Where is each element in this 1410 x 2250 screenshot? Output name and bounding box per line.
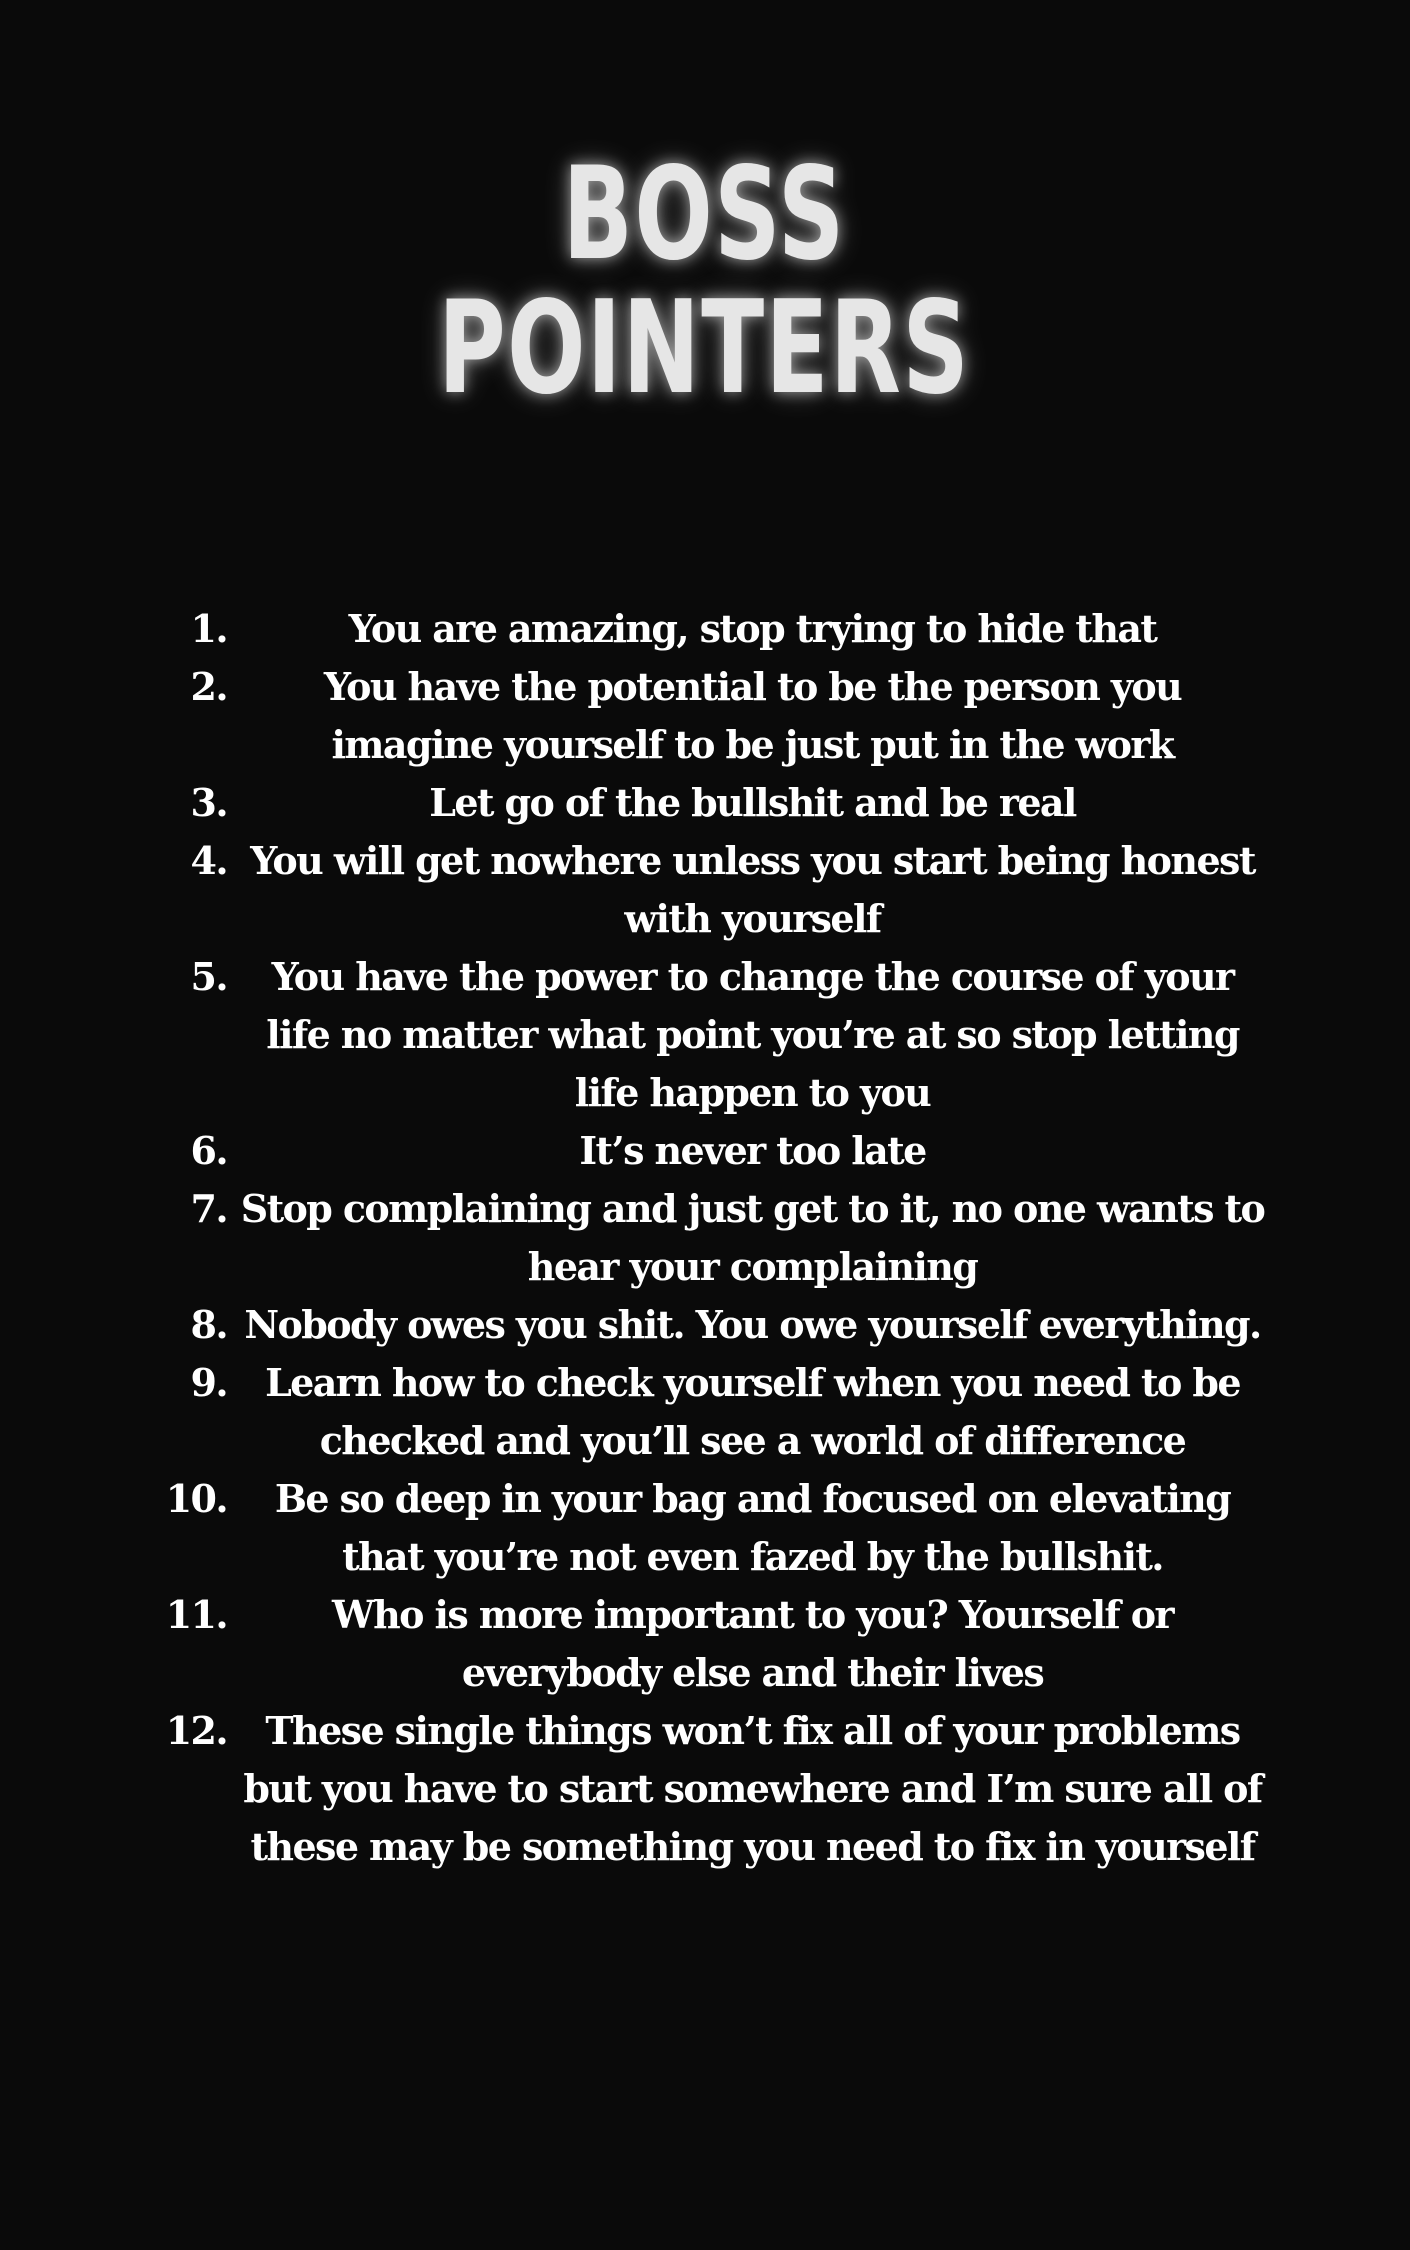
item-number: 8. bbox=[190, 1302, 227, 1347]
list-item bbox=[145, 1586, 1285, 1702]
page-title bbox=[197, 140, 1212, 423]
item-text: You have the potential to be the person you imagine yourself to be just put in the work bbox=[323, 664, 1182, 767]
item-text: Learn how to check yourself when you need to be checked and you’ll see a world of difference bbox=[265, 1360, 1240, 1463]
item-number: 1. bbox=[190, 606, 227, 651]
item-number: 10. bbox=[165, 1476, 227, 1521]
item-text: You will get nowhere unless you start being honest with yourself bbox=[250, 838, 1255, 941]
item-text: Nobody owes you shit. You owe yourself everything. bbox=[244, 1302, 1261, 1347]
list-item bbox=[145, 948, 1285, 1122]
item-number: 7. bbox=[190, 1186, 227, 1231]
item-number: 4. bbox=[190, 838, 227, 883]
item-text: Who is more important to you? Yourself or everybody else and their lives bbox=[332, 1592, 1173, 1695]
list-item bbox=[145, 1702, 1285, 1876]
title-line-1: BOSS bbox=[562, 140, 846, 289]
item-number: 2. bbox=[190, 664, 227, 709]
item-text: You have the power to change the course of your life no matter what point you’re at so stop letting life happen to you bbox=[266, 954, 1239, 1115]
item-text: These single things won’t fix all of your problems but you have to start somewhere and I’m sure all of these may be something you need to fix in yourself bbox=[243, 1708, 1262, 1869]
item-text: You are amazing, stop trying to hide that bbox=[348, 606, 1157, 651]
item-text: Stop complaining and just get to it, no one wants to hear your complaining bbox=[240, 1186, 1265, 1289]
item-text: Let go of the bullshit and be real bbox=[429, 780, 1076, 825]
list-item bbox=[145, 774, 1285, 832]
list-item bbox=[145, 658, 1285, 774]
title-line-2: POINTERS bbox=[438, 274, 971, 423]
list-item bbox=[145, 1354, 1285, 1470]
pointers-list bbox=[145, 600, 1285, 1876]
list-item bbox=[145, 1122, 1285, 1180]
item-number: 9. bbox=[190, 1360, 227, 1405]
item-number: 3. bbox=[190, 780, 227, 825]
list-item bbox=[145, 1180, 1285, 1296]
list-item bbox=[145, 832, 1285, 948]
list-item bbox=[145, 600, 1285, 658]
item-text: Be so deep in your bag and focused on elevating that you’re not even fazed by the bullshit. bbox=[274, 1476, 1231, 1579]
list-item bbox=[145, 1470, 1285, 1586]
item-number: 11. bbox=[165, 1592, 227, 1637]
item-number: 6. bbox=[190, 1128, 227, 1173]
item-number: 5. bbox=[190, 954, 227, 999]
item-number: 12. bbox=[165, 1708, 227, 1753]
list-item bbox=[145, 1296, 1285, 1354]
item-text: It’s never too late bbox=[579, 1128, 926, 1173]
